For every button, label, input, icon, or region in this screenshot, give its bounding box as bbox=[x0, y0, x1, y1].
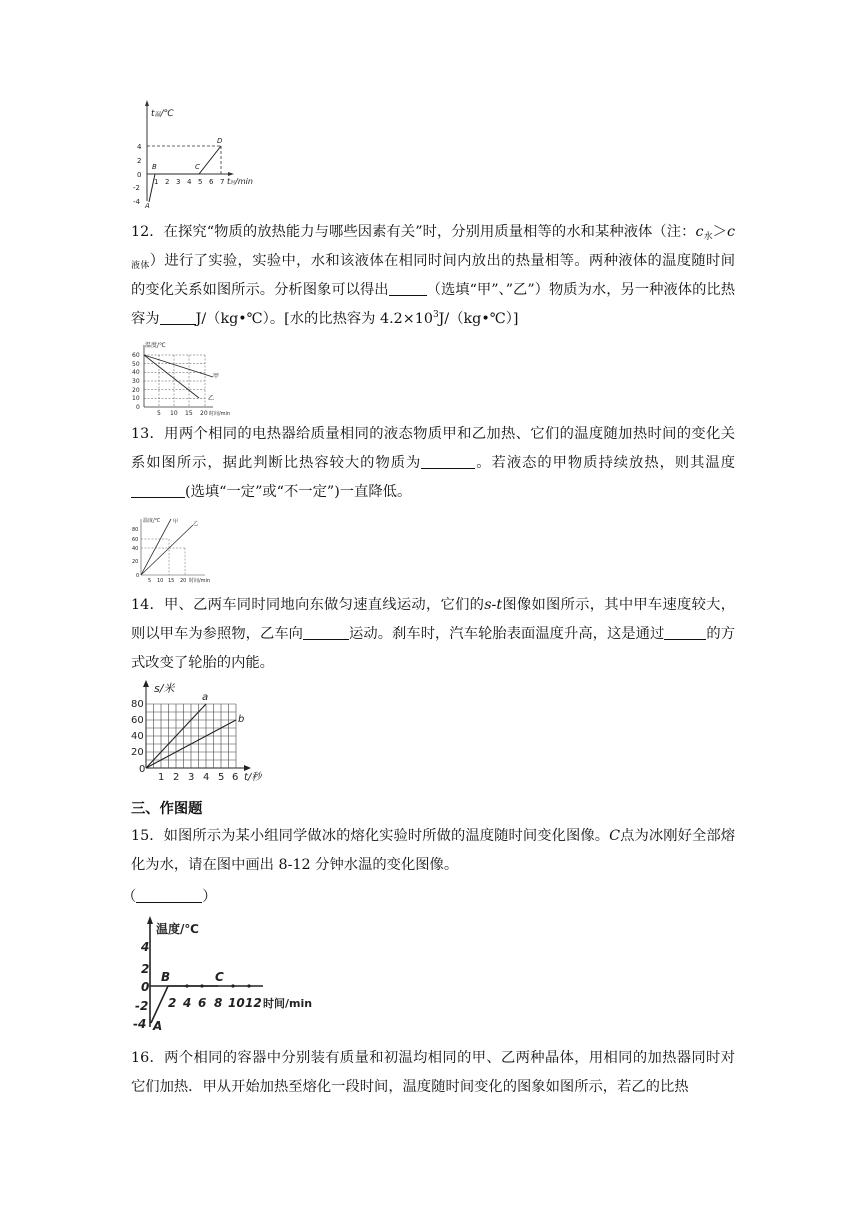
x-tick: 20 bbox=[180, 578, 187, 584]
x-tick: 1 bbox=[158, 772, 165, 783]
x-tick: 5 bbox=[148, 578, 152, 584]
point-label-b: B bbox=[152, 163, 157, 171]
y-axis-label: t温/℃ bbox=[151, 109, 174, 119]
point-label-c: C bbox=[215, 970, 224, 984]
figure-q14-st-graph bbox=[128, 678, 268, 783]
series-jia-line bbox=[144, 355, 213, 377]
x-tick: 6 bbox=[209, 178, 214, 186]
y-tick: 40 bbox=[132, 369, 140, 376]
series-yi-line bbox=[144, 355, 199, 398]
y-tick: -4 bbox=[133, 198, 140, 206]
point-label-a: A bbox=[145, 202, 150, 210]
x-tick: 8 bbox=[214, 996, 223, 1010]
x-tick: 3 bbox=[176, 178, 181, 186]
x-tick: 6 bbox=[198, 996, 207, 1010]
y-tick: 50 bbox=[132, 361, 140, 368]
x-tick: 15 bbox=[185, 410, 193, 417]
y-tick: 0 bbox=[136, 573, 140, 579]
answer-blank[interactable] bbox=[160, 309, 196, 325]
series-jia-line bbox=[141, 519, 171, 575]
x-tick: 12 bbox=[245, 996, 262, 1010]
y-axis-label: 温度/℃ bbox=[156, 922, 199, 936]
series-label-jia: 甲 bbox=[173, 519, 179, 525]
y-axis-label: 温度/℃ bbox=[145, 342, 166, 349]
y-tick: 20 bbox=[132, 559, 139, 565]
x-axis-label: t时/min bbox=[227, 177, 253, 186]
x-tick: 2 bbox=[168, 996, 177, 1010]
answer-blank[interactable] bbox=[131, 482, 185, 498]
y-axis-label: 温度/℃ bbox=[143, 518, 161, 524]
x-tick: 10 bbox=[228, 996, 245, 1010]
x-axis-label: 时间/min bbox=[209, 411, 231, 417]
y-tick: -2 bbox=[133, 184, 140, 192]
x-tick: 2 bbox=[165, 178, 170, 186]
y-tick: 2 bbox=[141, 962, 150, 976]
y-tick: 0 bbox=[139, 764, 146, 775]
x-axis-label: 时间/min bbox=[189, 578, 211, 584]
x-tick: 4 bbox=[187, 178, 192, 186]
y-tick: -2 bbox=[135, 999, 149, 1013]
question-13: 13．用两个相同的电热器给质量相同的液态物质甲和乙加热、它们的温度随加热时间的变化关系如图所示，据此判断比热容较大的物质为 。若液态的甲物质持续放热，则其温度(选填“一定”或“不一定”)一直降低。 bbox=[131, 426, 736, 500]
x-tick: 2 bbox=[173, 772, 180, 783]
y-tick: 40 bbox=[132, 546, 139, 552]
answer-blank[interactable] bbox=[664, 624, 706, 640]
figure-q13-heating-graph bbox=[133, 515, 233, 585]
question-15: 15．如图所示为某小组同学做冰的熔化实验时所做的温度随时间变化图像。C点为冰刚好全部熔化为水，请在图中画出 8-12 分钟水温的变化图像。 bbox=[131, 828, 735, 873]
x-tick: 4 bbox=[203, 772, 210, 783]
y-axis-label: s/米 bbox=[154, 682, 175, 695]
y-tick: 4 bbox=[141, 940, 150, 954]
point-label-a: A bbox=[153, 1019, 163, 1033]
y-tick: 60 bbox=[131, 715, 144, 726]
y-tick: 20 bbox=[132, 387, 140, 394]
question-14: 14．甲、乙两车同时同地向东做匀速直线运动，它们的s-t图像如图所示，其中甲车速度较大，则以甲车为参照物，乙车向 运动。刹车时，汽车轮胎表面温度升高，这是通过 的方式改变了轮胎的内能。 bbox=[131, 597, 736, 671]
question-16: 16．两个相同的容器中分别装有质量和初温均相同的甲、乙两种晶体，用相同的加热器同时对它们加热．甲从开始加热至熔化一段时间，温度随时间变化的图象如图所示，若乙的比热 bbox=[131, 1050, 735, 1095]
y-tick: -4 bbox=[133, 1017, 147, 1031]
question-12: 12．在探究“物质的放热能力与哪些因素有关”时，分别用质量相等的水和某种液体（注：$c_水>c_{液体}$）进行了实验，实验中，水和该液体在相同时间内放出的热量相等。两种液体的温度随时间的变化关系如图所示。分析图象可以得出 （选填“甲”、”乙”）物质为水，另一种液体的比热容为 J/（kg•℃）。[水的比热容为 $4.2\times 10^3J/(kg•℃)$] bbox=[131, 224, 736, 327]
x-tick: 20 bbox=[200, 410, 208, 417]
y-tick: 30 bbox=[132, 378, 140, 385]
answer-blank[interactable] bbox=[421, 453, 475, 469]
answer-blank[interactable] bbox=[136, 887, 202, 903]
series-label-a: a bbox=[202, 692, 209, 703]
point-label-b: B bbox=[161, 970, 171, 984]
y-tick: 20 bbox=[131, 747, 144, 758]
y-tick: 2 bbox=[137, 157, 142, 165]
x-tick: 5 bbox=[198, 178, 203, 186]
point-label-d: D bbox=[217, 137, 223, 145]
series-label-yi: 乙 bbox=[208, 395, 215, 402]
x-tick: 4 bbox=[183, 996, 192, 1010]
y-tick: 0 bbox=[136, 404, 140, 411]
figure-q12-cooling-graph bbox=[133, 340, 243, 418]
y-tick: 10 bbox=[132, 395, 140, 402]
series-label-b: b bbox=[238, 714, 245, 725]
answer-blank[interactable] bbox=[389, 280, 427, 296]
y-tick: 0 bbox=[137, 171, 142, 179]
figure-q15-melting-graph bbox=[133, 915, 315, 1033]
point-label-c: C bbox=[195, 163, 200, 171]
y-tick: 60 bbox=[132, 537, 139, 543]
x-tick: 6 bbox=[232, 772, 239, 783]
x-tick: 5 bbox=[218, 772, 225, 783]
x-axis-label: t/秒 bbox=[244, 772, 262, 783]
section-heading: 三、作图题 bbox=[131, 801, 203, 817]
y-tick: 40 bbox=[131, 731, 144, 742]
x-tick: 3 bbox=[188, 772, 195, 783]
y-tick: 0 bbox=[141, 980, 150, 994]
y-tick: 4 bbox=[137, 143, 142, 151]
x-tick: 10 bbox=[157, 578, 164, 584]
y-tick: 80 bbox=[131, 699, 144, 710]
x-tick: 5 bbox=[157, 410, 161, 417]
x-tick: 10 bbox=[170, 410, 178, 417]
y-tick: 60 bbox=[132, 352, 140, 359]
series-label-jia: 甲 bbox=[213, 373, 220, 380]
x-axis-label: 时间/min bbox=[263, 997, 313, 1010]
figure-q11-temperature-graph bbox=[135, 98, 265, 208]
series-label-yi: 乙 bbox=[193, 521, 199, 527]
answer-blank[interactable] bbox=[303, 624, 349, 640]
x-tick: 7 bbox=[220, 178, 225, 186]
y-tick: 80 bbox=[132, 527, 139, 533]
x-tick: 1 bbox=[154, 178, 159, 186]
answer-bracket: （ ） bbox=[122, 889, 217, 905]
x-tick: 15 bbox=[168, 578, 175, 584]
